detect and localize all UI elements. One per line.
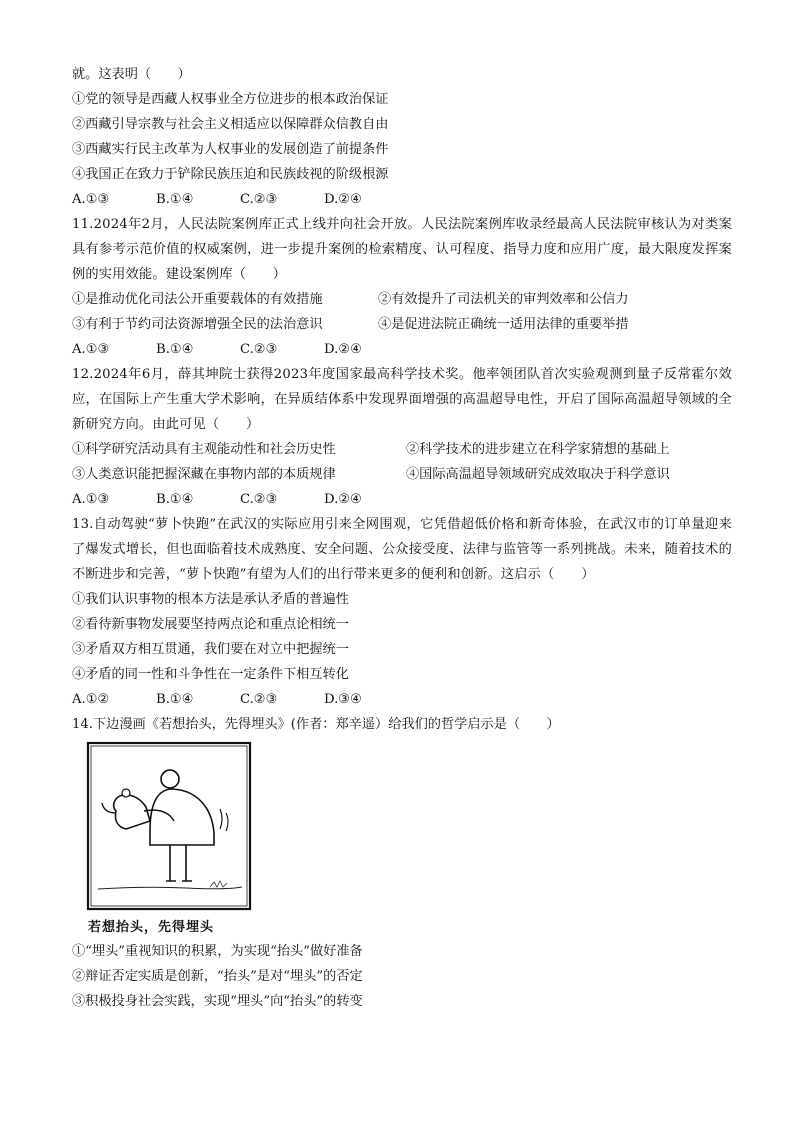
answer-d: D.③④ [324, 692, 362, 707]
answer-choices [72, 687, 732, 712]
answer-c: C.②③ [240, 192, 278, 207]
question-14 [72, 712, 732, 1014]
answer-a: A.①③ [72, 192, 110, 207]
option-row [72, 437, 732, 462]
option-row [72, 312, 732, 337]
answer-choices [72, 337, 732, 362]
cartoon-caption: 若想抬头，先得埋头 [88, 920, 215, 935]
option-3: ③西藏实行民主改革为人权事业的发展创造了前提条件 [72, 142, 389, 157]
answer-c: C.②③ [240, 692, 278, 707]
option-2: ②看待新事物发展要坚持两点论和重点论相统一 [72, 617, 349, 632]
answer-a: A.①③ [72, 492, 110, 507]
answer-c: C.②③ [240, 492, 278, 507]
answer-b: B.①④ [156, 692, 194, 707]
option-row [72, 462, 732, 487]
option-4: ④矛盾的同一性和斗争性在一定条件下相互转化 [72, 667, 349, 682]
answer-choices [72, 487, 732, 512]
option-1: ①“埋头”重视知识的积累，为实现“抬头”做好准备 [72, 944, 363, 959]
option-4: ④是促进法院正确统一适用法律的重要举措 [378, 317, 629, 332]
option-2: ②辩证否定实质是创新，“抬头”是对“埋头”的否定 [72, 969, 363, 984]
question-13 [72, 512, 732, 712]
option-2: ②西藏引导宗教与社会主义相适应以保障群众信教自由 [72, 117, 389, 132]
cartoon-figure [86, 741, 256, 939]
option-2: ②有效提升了司法机关的审判效率和公信力 [378, 292, 629, 307]
option-3: ③人类意识能把握深藏在事物内部的本质规律 [72, 467, 336, 482]
option-3: ③积极投身社会实践，实现“埋头”向“抬头”的转变 [72, 994, 363, 1009]
cartoon-illustration [86, 741, 252, 913]
option-3: ③矛盾双方相互贯通，我们要在对立中把握统一 [72, 642, 349, 657]
answer-b: B.①④ [156, 492, 194, 507]
answer-d: D.②④ [324, 492, 362, 507]
question-10-stem-tail: 就。这表明（ ） [72, 67, 191, 82]
answer-b: B.①④ [156, 192, 194, 207]
answer-a: A.①③ [72, 342, 110, 357]
question-12-stem: 12.2024年6月，薛其坤院士获得2023年度国家最高科学技术奖。他率领团队首次实验观测到量子反常霍尔效应，在国际上产生重大学术影响，在异质结体系中发现界面增强的高温超导电性，开启了国际高温超导领域的全新研究方向。由此可见（ ） [72, 367, 732, 432]
question-10 [72, 62, 732, 212]
question-11-stem: 11.2024年2月，人民法院案例库正式上线并向社会开放。人民法院案例库收录经最高人民法院审核认为对类案具有参考示范价值的权威案例，进一步提升案例的检索精度、认可程度、指导力度和应用广度，最大限度发挥案例的实用效能。建设案例库（ ） [72, 217, 732, 282]
question-11 [72, 212, 732, 362]
answer-d: D.②④ [324, 192, 362, 207]
option-4: ④国际高温超导领域研究成效取决于科学意识 [406, 467, 670, 482]
option-1: ①党的领导是西藏人权事业全方位进步的根本政治保证 [72, 92, 389, 107]
exam-page [72, 62, 732, 1014]
option-1: ①我们认识事物的根本方法是承认矛盾的普遍性 [72, 592, 349, 607]
option-1: ①科学研究活动具有主观能动性和社会历史性 [72, 442, 336, 457]
option-3: ③有利于节约司法资源增强全民的法治意识 [72, 317, 323, 332]
answer-b: B.①④ [156, 342, 194, 357]
answer-c: C.②③ [240, 342, 278, 357]
question-13-stem: 13.自动驾驶“萝卜快跑”在武汉的实际应用引来全网围观，它凭借超低价格和新奇体验，在武汉市的订单量迎来了爆发式增长，但也面临着技术成熟度、安全问题、公众接受度、法律与监管等一系列挑战。未来，随着技术的不断进步和完善，“萝卜快跑”有望为人们的出行带来更多的便利和创新。这启示（ ） [72, 517, 732, 582]
answer-a: A.①② [72, 692, 110, 707]
option-row [72, 287, 732, 312]
answer-d: D.②④ [324, 342, 362, 357]
question-12 [72, 362, 732, 512]
answer-choices [72, 187, 732, 212]
question-14-stem: 14.下边漫画《若想抬头，先得埋头》(作者：郑辛遥）给我们的哲学启示是（ ） [72, 717, 560, 732]
option-1: ①是推动优化司法公开重要载体的有效措施 [72, 292, 323, 307]
option-4: ④我国正在致力于铲除民族压迫和民族歧视的阶级根源 [72, 167, 389, 182]
option-2: ②科学技术的进步建立在科学家猜想的基础上 [406, 442, 670, 457]
